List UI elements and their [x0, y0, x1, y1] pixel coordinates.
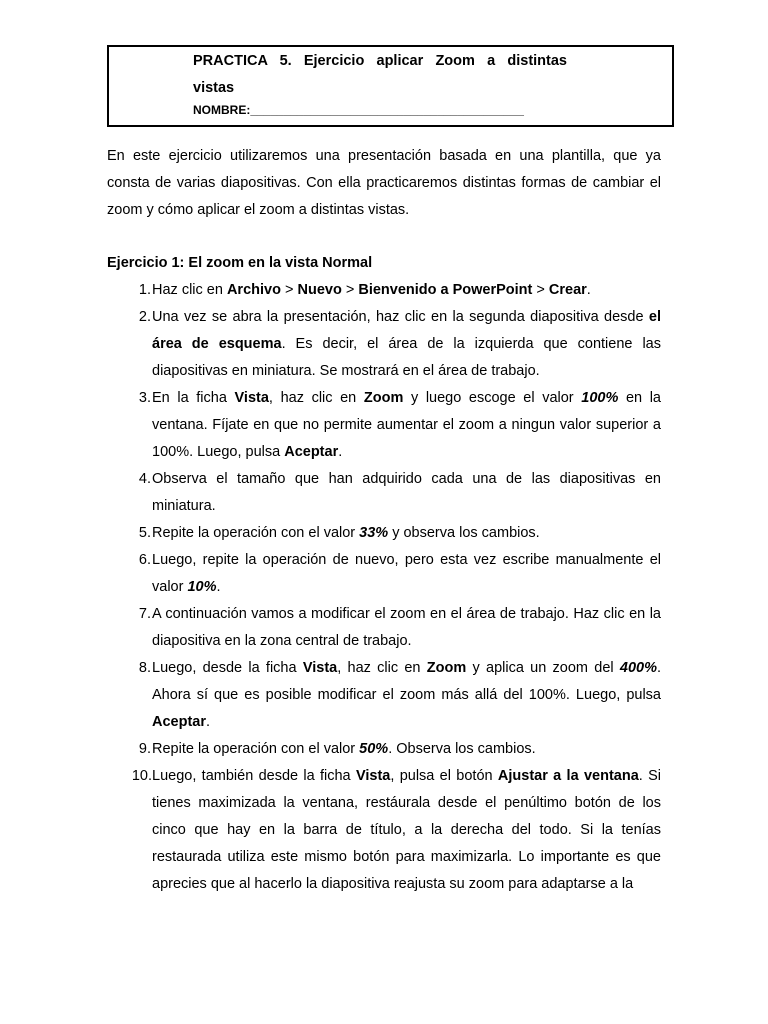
- step-number: 5.: [138, 525, 151, 541]
- step-number: 7.: [138, 606, 151, 622]
- step-text: .: [338, 444, 343, 460]
- step-item: [107, 763, 661, 898]
- step-emphasis-text: Vista: [302, 660, 338, 676]
- step-emphasis-text: 100%: [581, 390, 619, 406]
- step-emphasis-text: Ajustar a la ventana: [497, 768, 639, 784]
- step-item: [107, 655, 661, 736]
- step-text: , pulsa el botón: [390, 768, 498, 784]
- step-text: .: [206, 714, 211, 730]
- step-item: [107, 736, 661, 763]
- step-item: [107, 304, 661, 385]
- step-text: Una vez se abra la presentación, haz clic en la segunda diapositiva desde: [152, 309, 649, 325]
- step-text: Luego, también desde la ficha: [152, 768, 356, 784]
- step-text: Repite la operación con el valor: [152, 741, 360, 757]
- step-emphasis-text: Bienvenido a PowerPoint: [358, 282, 533, 298]
- step-emphasis-text: Zoom: [363, 390, 404, 406]
- step-number: 8.: [138, 660, 151, 676]
- step-text: >: [532, 282, 549, 298]
- step-emphasis-text: el área de esquema: [152, 309, 661, 352]
- step-number: 1.: [138, 282, 151, 298]
- exercise-title: Ejercicio 1: El zoom en la vista Normal: [107, 255, 373, 271]
- step-emphasis-text: 33%: [359, 525, 389, 541]
- step-text: >: [341, 282, 359, 298]
- step-emphasis-text: Archivo: [226, 282, 281, 298]
- document-title: PRACTICA 5. Ejercicio aplicar Zoom a distintas: [193, 53, 567, 69]
- step-emphasis-text: Aceptar: [152, 714, 206, 730]
- step-emphasis-text: Vista: [355, 768, 391, 784]
- step-item: [107, 601, 661, 655]
- step-number: 3.: [138, 390, 151, 406]
- step-text: Luego, desde la ficha: [152, 660, 303, 676]
- step-text: , haz clic en: [268, 390, 364, 406]
- name-field-label: NOMBRE:_________________________________________: [193, 103, 524, 117]
- intro-paragraph: En este ejercicio utilizaremos una presentación basada en una plantilla, que ya consta de varias diapositivas. Con ella practicaremos distintas formas de cambiar el zoom y cómo aplicar el zoom a distintas vistas.: [107, 148, 661, 218]
- step-text: .: [586, 282, 591, 298]
- step-number: 9.: [138, 741, 151, 757]
- step-number: 2.: [138, 309, 151, 325]
- exercise-steps-list: [107, 277, 661, 898]
- step-text: Luego, repite la operación de nuevo, pero esta vez escribe manualmente el valor: [152, 552, 661, 595]
- step-item: [107, 520, 661, 547]
- step-text: . Ahora sí que es posible modificar el zoom más allá del 100%. Luego, pulsa: [152, 660, 662, 703]
- step-text: , haz clic en: [337, 660, 427, 676]
- step-emphasis-text: Nuevo: [297, 282, 342, 298]
- step-text: .: [216, 579, 221, 595]
- step-text: . Es decir, el área de la izquierda que contiene las diapositivas en miniatura. Se mostrará en el área de trabajo.: [152, 336, 661, 379]
- step-emphasis-text: Aceptar: [284, 444, 339, 460]
- step-item: [107, 385, 661, 466]
- step-emphasis-text: Vista: [234, 390, 269, 406]
- step-number: 6.: [138, 552, 151, 568]
- step-text: y observa los cambios.: [388, 525, 540, 541]
- step-emphasis-text: 400%: [619, 660, 657, 676]
- step-emphasis-text: 10%: [187, 579, 217, 595]
- step-text: . Si tienes maximizada la ventana, restáurala desde el penúltimo botón de los cinco que hay en la barra de título, a la derecha del todo. Si la tenías restaurada utiliza este mismo botón para maximizarla. Lo importante es que aprecies que al hacerlo la diapositiva reajusta su zoom para adaptarse a la: [152, 768, 662, 892]
- step-text: A continuación vamos a modificar el zoom en el área de trabajo. Haz clic en la diapositiva en la zona central de trabajo.: [152, 606, 661, 649]
- step-text: y luego escoge el valor: [403, 390, 582, 406]
- step-text: En la ficha: [152, 390, 235, 406]
- step-item: [107, 466, 661, 520]
- document-header-box: [107, 45, 674, 127]
- step-emphasis-text: 50%: [359, 741, 389, 757]
- step-text: Repite la operación con el valor: [152, 525, 360, 541]
- step-text: . Observa los cambios.: [388, 741, 536, 757]
- step-text: en la ventana. Fíjate en que no permite aumentar el zoom a ningun valor superior a 100%. Luego, pulsa: [152, 390, 661, 460]
- step-number: 4.: [138, 471, 151, 487]
- step-text: Observa el tamaño que han adquirido cada una de las diapositivas en miniatura.: [152, 471, 661, 514]
- step-text: >: [280, 282, 298, 298]
- step-emphasis-text: Zoom: [426, 660, 467, 676]
- step-item: [107, 547, 661, 601]
- step-emphasis-text: Crear: [548, 282, 587, 298]
- step-number: 10.: [131, 768, 152, 784]
- step-text: Haz clic en: [152, 282, 227, 298]
- step-item: [107, 277, 661, 304]
- step-text: y aplica un zoom del: [466, 660, 620, 676]
- document-title-continued: vistas: [193, 80, 235, 96]
